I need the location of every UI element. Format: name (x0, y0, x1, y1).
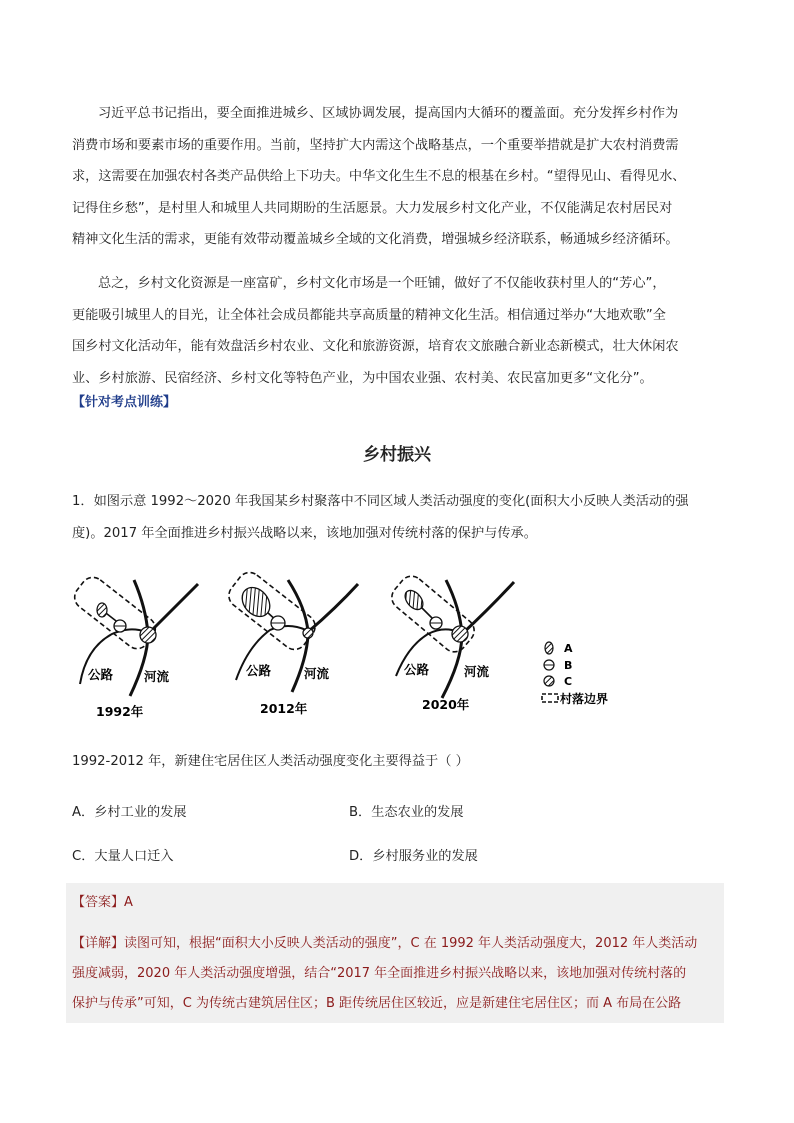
option-b[interactable]: B．生态农业的发展 (349, 805, 464, 820)
road-label: 公路 (88, 667, 114, 682)
detail-label: 【详解】 (72, 936, 125, 951)
legend-a-label: A (564, 642, 573, 655)
legend-c-label: C (564, 675, 573, 688)
legend-a-icon (545, 642, 553, 654)
answer-detail (72, 929, 724, 1019)
area-c-mark (303, 628, 313, 638)
year-label: 2012年 (260, 701, 308, 716)
river-label: 河流 (144, 669, 170, 684)
area-a-mark (237, 582, 276, 622)
text-line: 1992-2012 年，新建住宅居住区人类活动强度变化主要得益于（ ） (72, 754, 469, 769)
area-c-mark (452, 626, 468, 642)
legend-b-label: B (564, 659, 573, 672)
question-ask (72, 746, 732, 778)
answer-label: 【答案】 (72, 895, 125, 910)
panel-2012 (224, 568, 358, 716)
figure-legend (542, 642, 608, 706)
answer-line (72, 891, 133, 910)
text-line: 强度减弱，2020 年人类活动强度增强，结合“2017 年全面推进乡村振兴战略以来，该地加强对传统村落的 (72, 966, 687, 981)
intro-paragraph-1 (72, 98, 728, 256)
village-boundary (224, 568, 320, 654)
question-stem (72, 486, 732, 549)
river-line (148, 584, 198, 634)
panel-2020 (387, 571, 514, 712)
text-line: 1．如图示意 1992～2020 年我国某乡村聚落中不同区域人类活动强度的变化(面积大小反映人类活动的强 (72, 494, 689, 509)
legend-c-icon (544, 676, 554, 686)
legend-boundary-icon (542, 694, 558, 702)
page-title: 乡村振兴 (363, 445, 431, 465)
river-label: 河流 (464, 664, 490, 679)
answer-value: A (124, 895, 133, 910)
river-line (462, 582, 514, 634)
panel-1992 (70, 573, 198, 719)
settlement-figure (66, 568, 656, 728)
village-boundary (387, 571, 479, 656)
text-line: 记得住乡愁”，是村里人和城里人共同期盼的生活愿景。大力发展乡村文化产业，不仅能满足农村居民对 (72, 200, 673, 216)
intro-paragraph-2 (72, 268, 728, 394)
road-label: 公路 (246, 663, 272, 678)
text-line: 精神文化生活的需求，更能有效带动覆盖城乡全域的文化消费，增强城乡经济联系，畅通城乡经济循环。 (72, 232, 679, 247)
text-line: 国乡村文化活动年，能有效盘活乡村农业、文化和旅游资源，培育农文旅融合新业态新模式，壮大休闲农 (72, 339, 679, 354)
detail-text: 读图可知，根据“面积大小反映人类活动的强度”，C 在 1992 年人类活动强度大，2012 年人类活动 (124, 936, 698, 951)
road-label: 公路 (404, 662, 430, 677)
option-a[interactable]: A．乡村工业的发展 (72, 805, 187, 820)
text-line: 业、乡村旅游、民宿经济、乡村文化等特色产业，为中国农业强、农村美、农民富加更多“文化分”。 (72, 370, 653, 386)
text-line: 保护与传承”可知，C 为传统古建筑居住区；B 距传统居住区较近，应是新建住宅居住区；而 A 布局在公路 (72, 996, 682, 1011)
area-c-mark (140, 627, 156, 643)
year-label: 1992年 (96, 704, 144, 719)
text-line (72, 929, 724, 959)
text-line: 总之，乡村文化资源是一座富矿，乡村文化市场是一个旺铺，做好了不仅能收获村里人的“芳心”， (98, 276, 666, 291)
river-label: 河流 (304, 666, 330, 681)
text-line: 习近平总书记指出，要全面推进城乡、区域协调发展，提高国内大循环的覆盖面。充分发挥乡村作为 (98, 106, 679, 121)
year-label: 2020年 (422, 697, 470, 712)
option-c[interactable]: C．大量人口迁入 (72, 849, 174, 864)
text-line: 求，这需要在加强农村各类产品供给上下功夫。中华文化生生不息的根基在乡村。“望得见山、看得见水、 (72, 169, 686, 184)
river-line (308, 584, 358, 632)
option-d[interactable]: D．乡村服务业的发展 (349, 849, 478, 864)
legend-boundary-label: 村落边界 (560, 692, 609, 706)
text-line: 消费市场和要素市场的重要作用。当前，坚持扩大内需这个战略基点，一个重要举措就是扩大农村消费需 (72, 137, 679, 153)
section-tag: 【针对考点训练】 (72, 395, 177, 410)
area-a-mark (97, 603, 107, 617)
text-line: 更能吸引城里人的目光，让全体社会成员都能共享高质量的精神文化生活。相信通过举办“大地欢歌”全 (72, 307, 666, 323)
text-line: 度)。2017 年全面推进乡村振兴战略以来，该地加强对传统村落的保护与传承。 (72, 525, 537, 541)
